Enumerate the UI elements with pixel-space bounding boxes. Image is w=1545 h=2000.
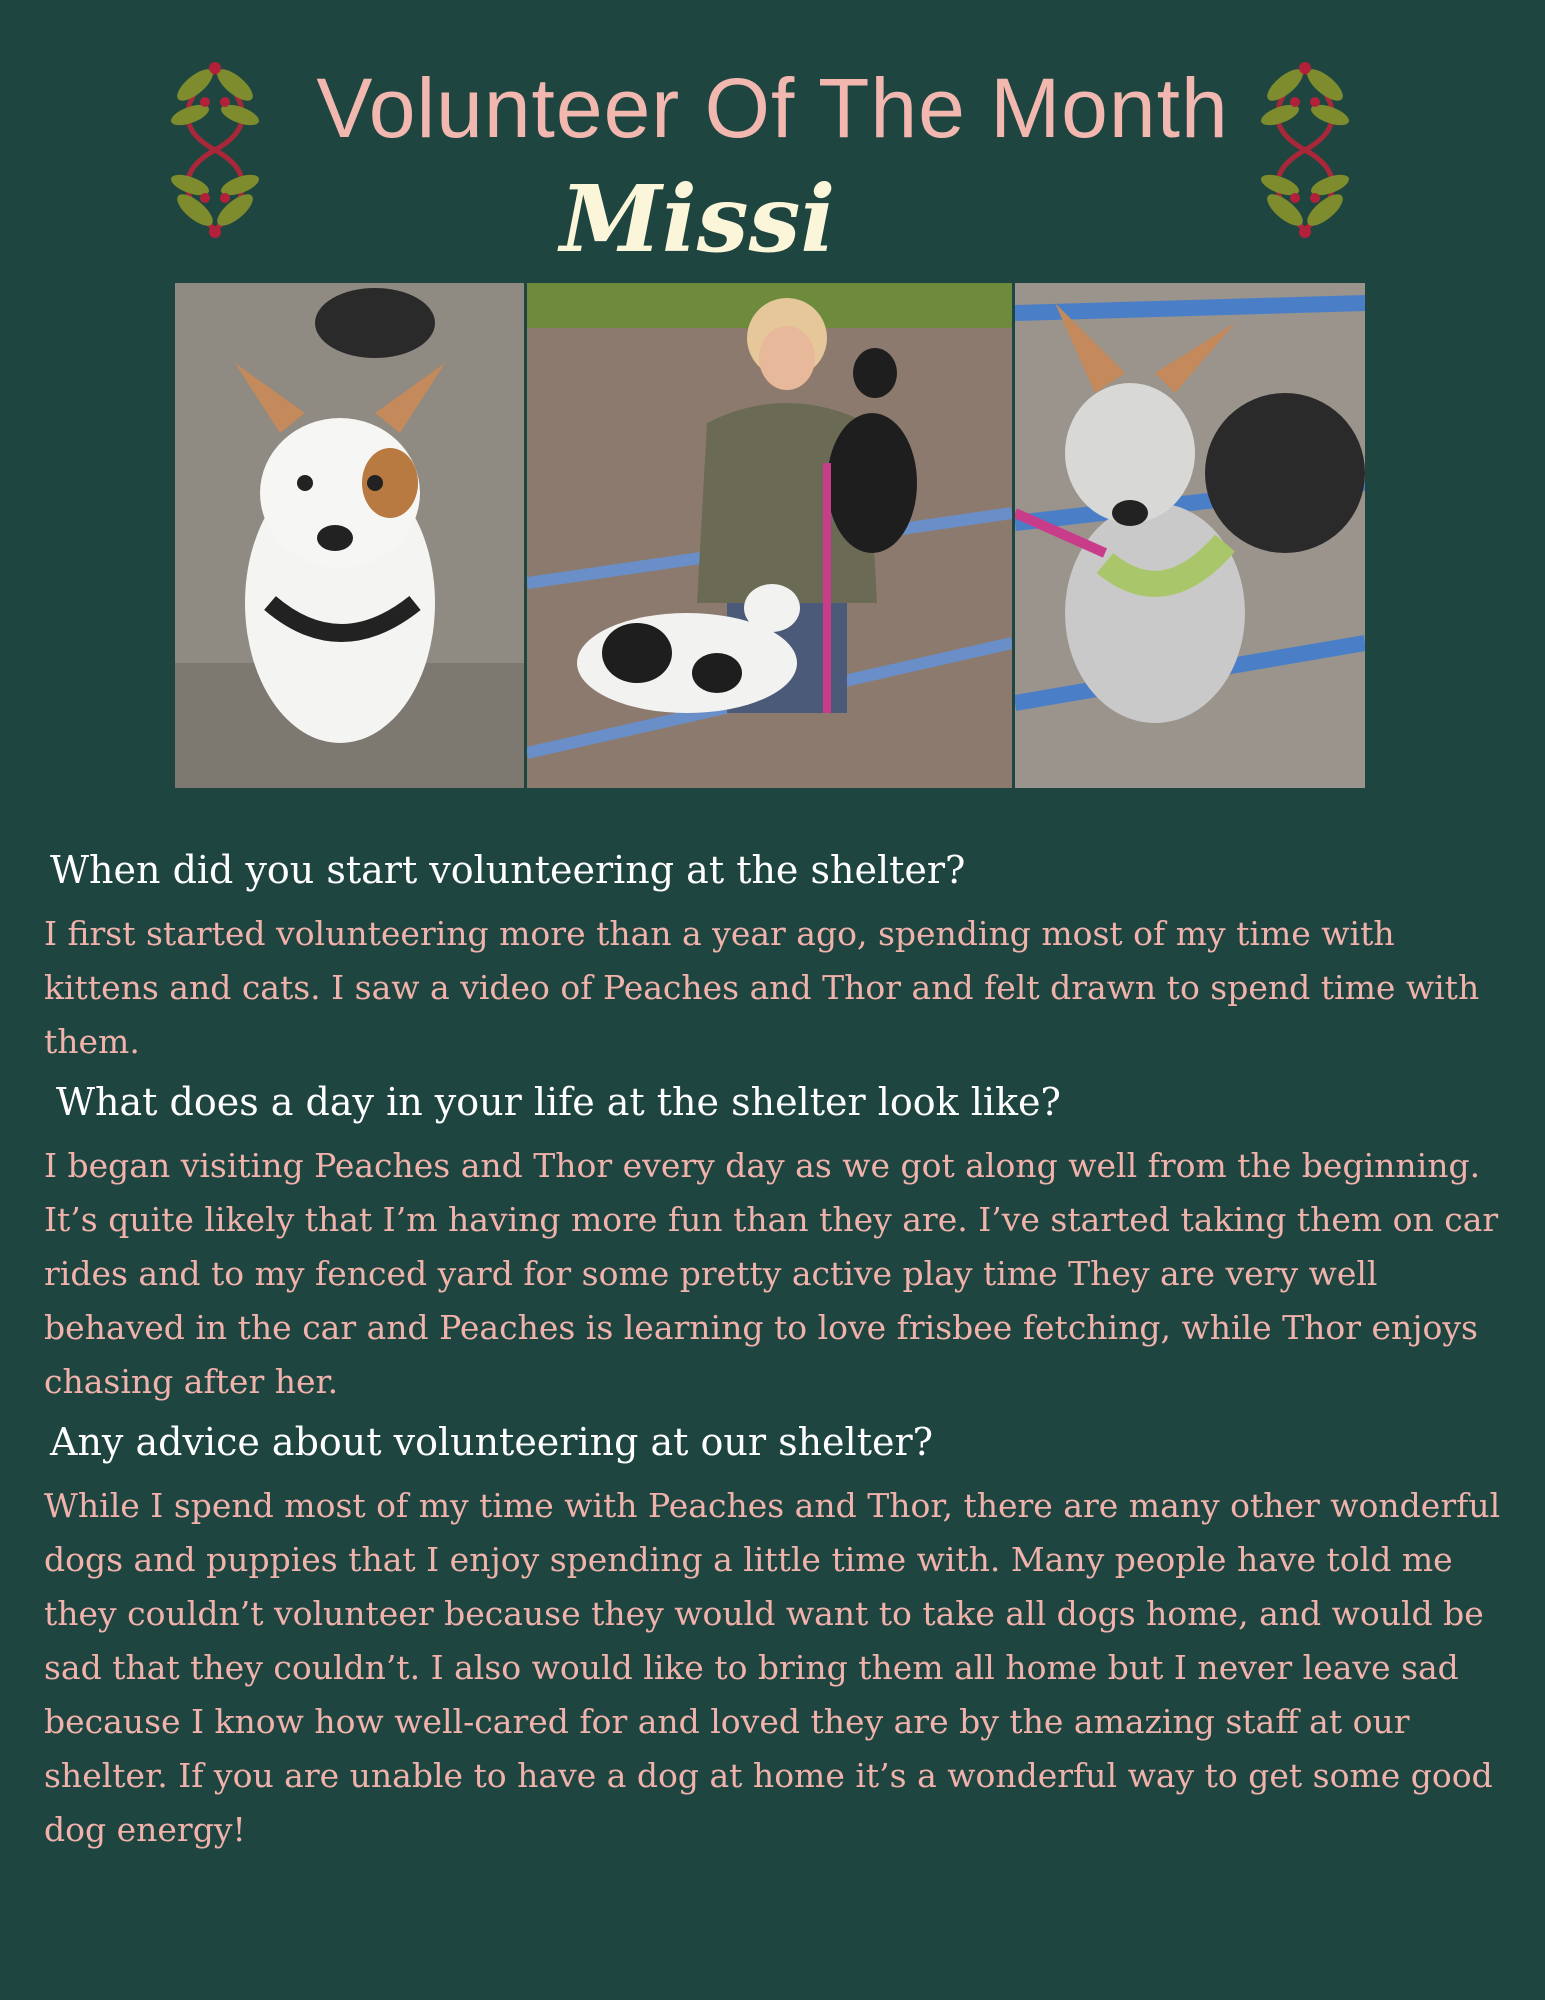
dog-photo-1 (175, 283, 524, 788)
photo-strip (175, 283, 1365, 788)
question-1: When did you start volunteering at the shelter? (50, 848, 966, 892)
dog-photo-2-image (1015, 283, 1365, 788)
answer-3: While I spend most of my time with Peaches and Thor, there are many other wonderful dogs and puppies that I enjoy spending a little time with. Many people have told me they couldn’t volunteer because they would want to take all dogs home, and would be sad that they couldn’t. I also would like to bring them all home but I never leave sad because I know how well-cared for and loved they are by the amazing staff at our shelter. If you are unable to have a dog at home it’s a wonderful way to get some good dog energy! (44, 1486, 1501, 1849)
qa-section (44, 845, 1504, 1865)
page-title: Volunteer Of The Month (316, 61, 1229, 155)
question-2: What does a day in your life at the shelter look like? (56, 1080, 1061, 1124)
dog-photo-2 (1015, 283, 1365, 788)
answer-1: I first started volunteering more than a year ago, spending most of my time with kittens and cats. I saw a video of Peaches and Thor and felt drawn to spend time with them. (44, 914, 1480, 1061)
volunteer-name: Missi (560, 165, 836, 273)
question-3: Any advice about volunteering at our shelter? (50, 1420, 933, 1464)
volunteer-with-dogs-photo (527, 283, 1012, 788)
dog-photo-1-image (175, 283, 524, 788)
answer-2: I began visiting Peaches and Thor every day as we got along well from the beginning. It’s quite likely that I’m having more fun than they are. I’ve started taking them on car rides and to my fenced yard for some pretty active play time They are very well behaved in the car and Peaches is learning to love frisbee fetching, while Thor enjoys chasing after her. (44, 1146, 1499, 1401)
volunteer-photo-image (527, 283, 1012, 788)
